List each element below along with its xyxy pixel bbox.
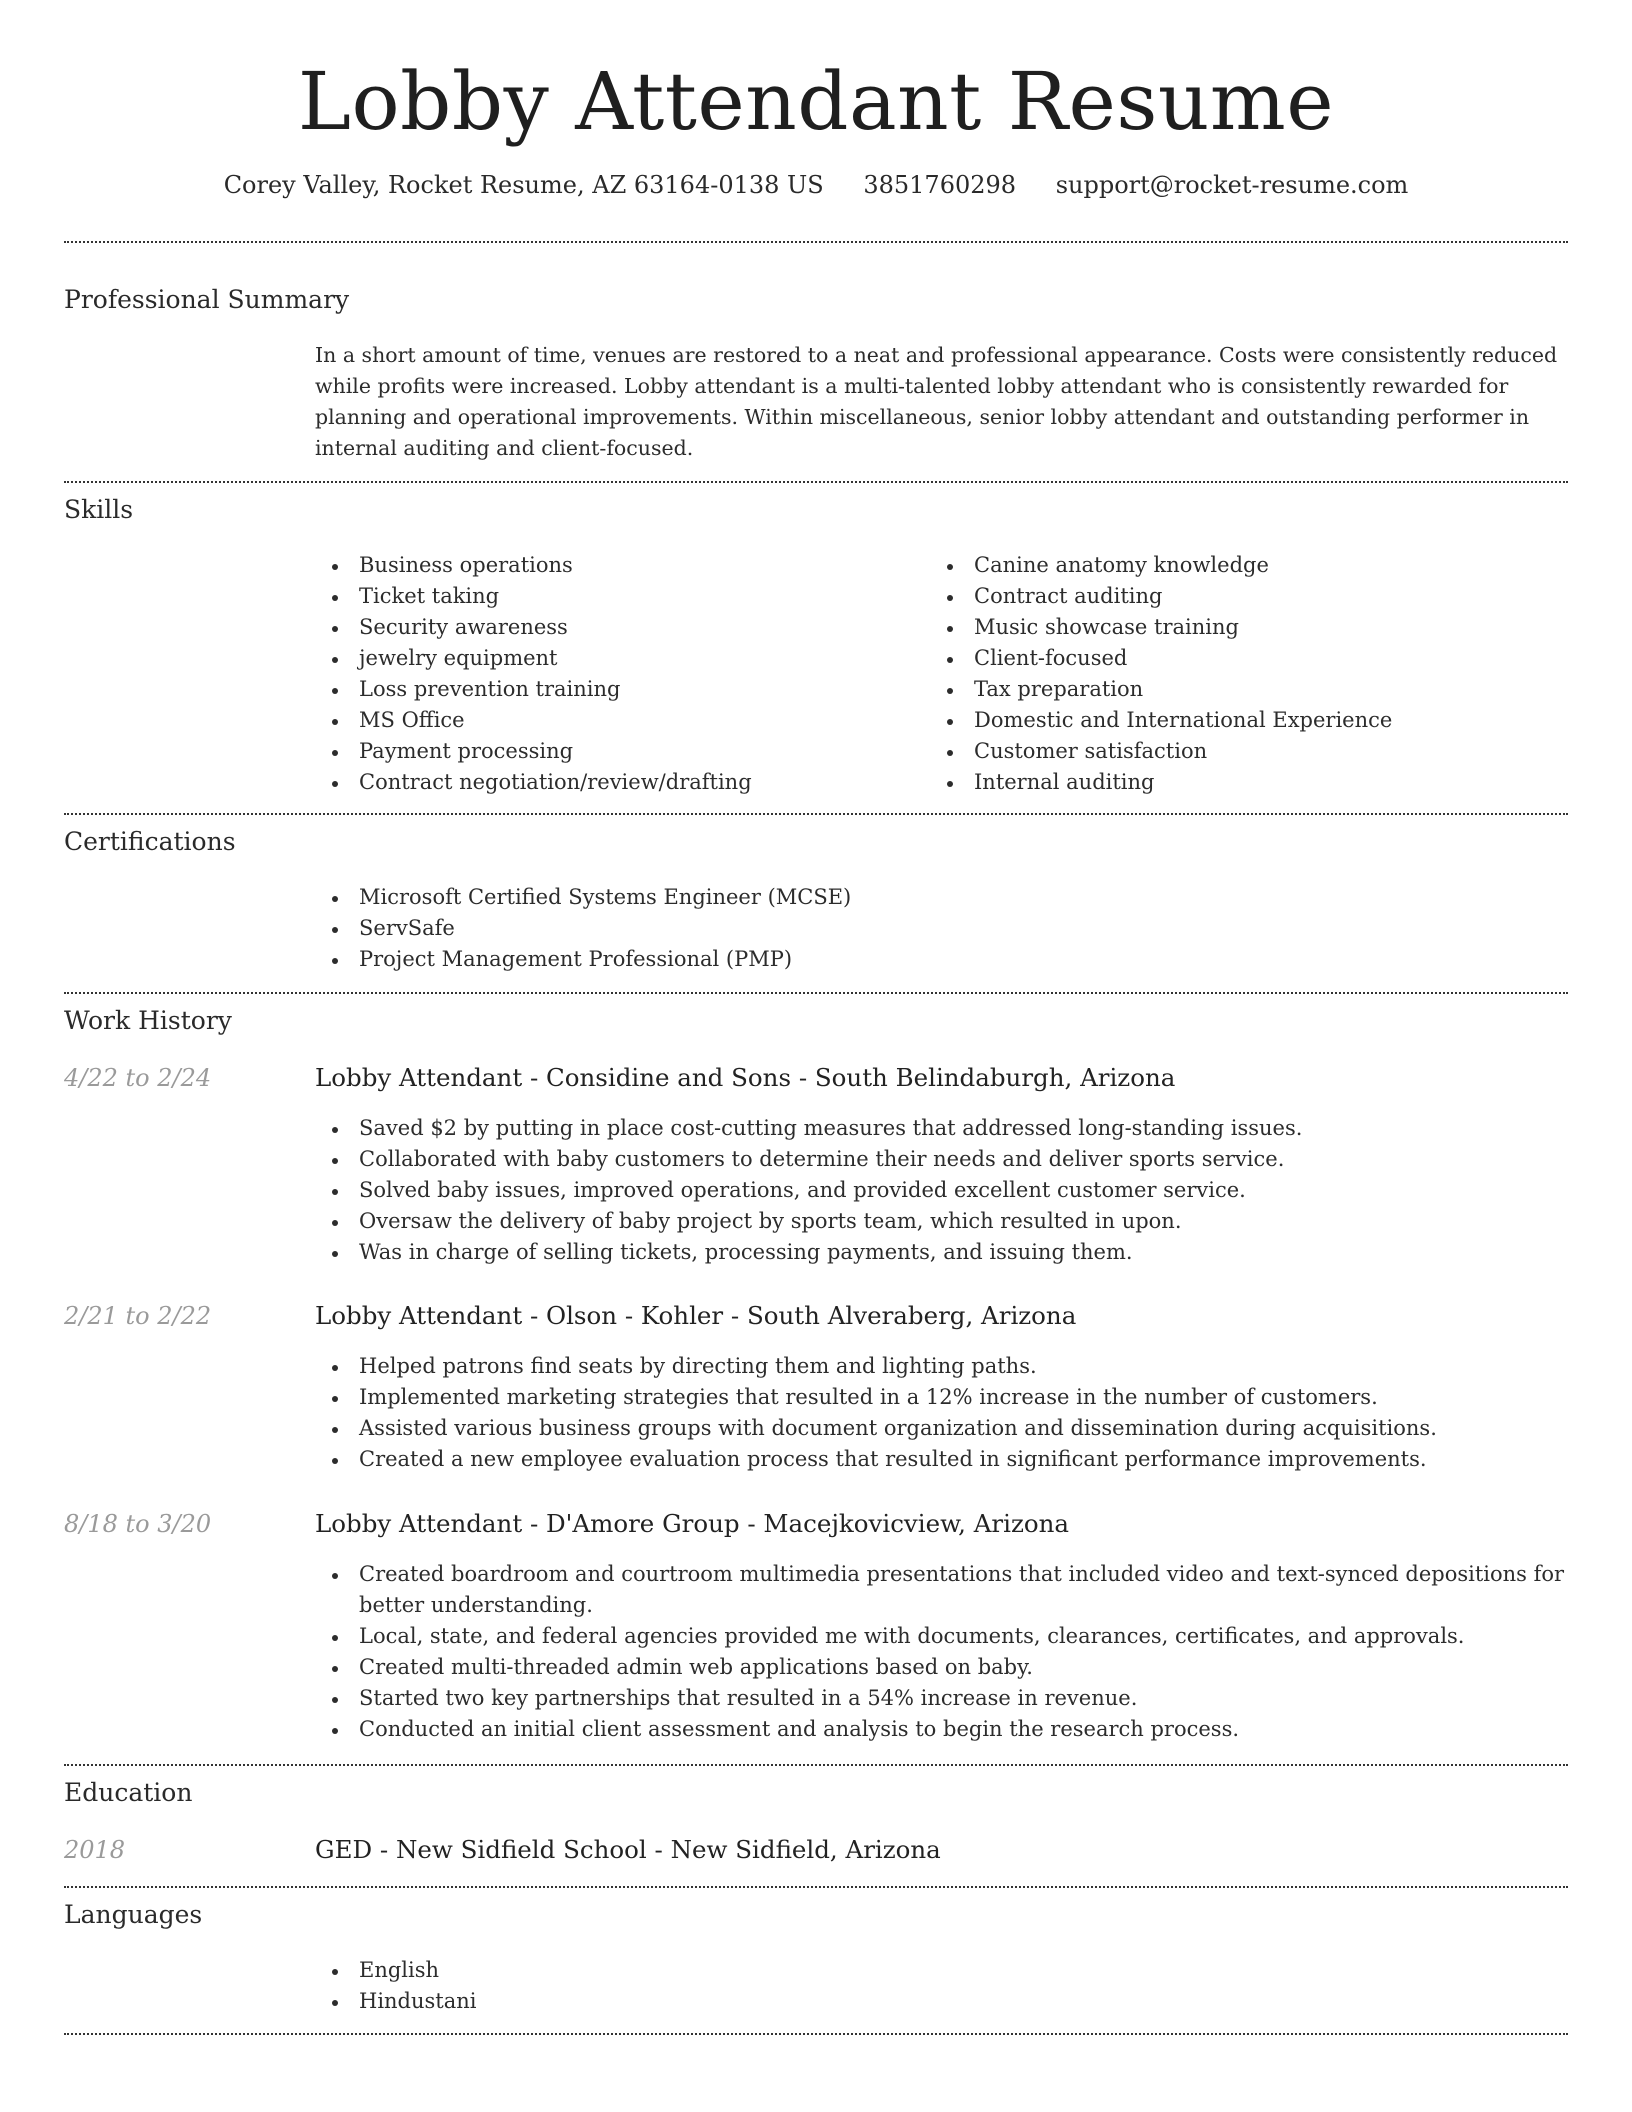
job-bullet: Collaborated with baby customers to determine their needs and deliver sports service.	[315, 1144, 1568, 1175]
skill-item: Payment processing	[315, 736, 915, 767]
certification-item: ServSafe	[315, 913, 1568, 944]
skills-list-right	[930, 550, 1550, 798]
skill-item: Canine anatomy knowledge	[930, 550, 1550, 581]
divider	[64, 241, 1568, 243]
section-title-education: Education	[64, 1778, 193, 1807]
section-title-languages: Languages	[64, 1900, 203, 1929]
skill-item: Domestic and International Experience	[930, 705, 1550, 736]
resume-title: Lobby Attendant Resume	[297, 55, 1335, 148]
skill-item: Contract auditing	[930, 581, 1550, 612]
contact-phone: 3851760298	[863, 171, 1017, 199]
skill-item: Contract negotiation/review/drafting	[315, 767, 915, 798]
skill-item: Tax preparation	[930, 674, 1550, 705]
job-bullets	[315, 1351, 1568, 1475]
job-dates: 8/18 to 3/20	[64, 1510, 212, 1538]
job-bullet: Oversaw the delivery of baby project by sports team, which resulted in upon.	[315, 1206, 1568, 1237]
divider	[64, 1886, 1568, 1888]
job-bullet: Created multi-threaded admin web applications based on baby.	[315, 1652, 1568, 1683]
job-bullet: Implemented marketing strategies that resulted in a 12% increase in the number of customers.	[315, 1382, 1568, 1413]
education-entry: GED - New Sidfield School - New Sidfield, Arizona	[315, 1835, 941, 1864]
section-title-work-history: Work History	[64, 1006, 232, 1035]
job-bullet: Created a new employee evaluation process that resulted in significant performance improvements.	[315, 1444, 1568, 1475]
job-dates: 4/22 to 2/24	[64, 1064, 212, 1092]
divider	[64, 481, 1568, 483]
job-bullets	[315, 1113, 1568, 1268]
job-title: Lobby Attendant - D'Amore Group - Macejkovicview, Arizona	[315, 1509, 1070, 1538]
divider	[64, 2033, 1568, 2035]
skill-item: Client-focused	[930, 643, 1550, 674]
certification-item: Project Management Professional (PMP)	[315, 944, 1568, 975]
section-title-summary: Professional Summary	[64, 285, 350, 314]
certification-item: Microsoft Certified Systems Engineer (MCSE)	[315, 882, 1568, 913]
job-bullet: Created boardroom and courtroom multimedia presentations that included video and text-synced depositions for better understanding.	[315, 1559, 1568, 1621]
job-bullet: Was in charge of selling tickets, processing payments, and issuing them.	[315, 1237, 1568, 1268]
job-bullet: Helped patrons find seats by directing them and lighting paths.	[315, 1351, 1568, 1382]
divider	[64, 992, 1568, 994]
job-title: Lobby Attendant - Olson - Kohler - South Alveraberg, Arizona	[315, 1301, 1077, 1330]
skill-item: Music showcase training	[930, 612, 1550, 643]
skill-item: MS Office	[315, 705, 915, 736]
language-item: Hindustani	[315, 1986, 1568, 2017]
job-bullet: Assisted various business groups with document organization and dissemination during acquisitions.	[315, 1413, 1568, 1444]
job-bullet: Started two key partnerships that resulted in a 54% increase in revenue.	[315, 1683, 1568, 1714]
job-bullet: Conducted an initial client assessment and analysis to begin the research process.	[315, 1714, 1568, 1745]
certifications-list	[315, 882, 1568, 975]
divider	[64, 813, 1568, 815]
skill-item: Security awareness	[315, 612, 915, 643]
skills-list-left	[315, 550, 915, 798]
contact-address: Corey Valley, Rocket Resume, AZ 63164-0138 US	[223, 171, 824, 199]
skill-item: Internal auditing	[930, 767, 1550, 798]
contact-email: support@rocket-resume.com	[1055, 171, 1409, 199]
job-title: Lobby Attendant - Considine and Sons - South Belindaburgh, Arizona	[315, 1063, 1176, 1092]
education-year: 2018	[64, 1836, 126, 1864]
job-bullet: Saved $2 by putting in place cost-cutting measures that addressed long-standing issues.	[315, 1113, 1568, 1144]
language-item: English	[315, 1955, 1568, 1986]
skill-item: Business operations	[315, 550, 915, 581]
skill-item: jewelry equipment	[315, 643, 915, 674]
contact-line	[0, 168, 1632, 202]
skill-item: Ticket taking	[315, 581, 915, 612]
languages-list	[315, 1955, 1568, 2017]
job-bullet: Local, state, and federal agencies provided me with documents, clearances, certificates, and approvals.	[315, 1621, 1568, 1652]
skill-item: Customer satisfaction	[930, 736, 1550, 767]
section-title-certifications: Certifications	[64, 827, 236, 856]
job-bullet: Solved baby issues, improved operations, and provided excellent customer service.	[315, 1175, 1568, 1206]
job-dates: 2/21 to 2/22	[64, 1302, 212, 1330]
divider	[64, 1764, 1568, 1766]
summary-text: In a short amount of time, venues are restored to a neat and professional appearance. Costs were consistently reduced while profits were increased. Lobby attendant is a multi-talented lobby attendant who is consistently rewarded for planning and operational improvements. Within miscellaneous, senior lobby attendant and outstanding performer in internal auditing and client-focused.	[315, 343, 1558, 460]
job-bullets	[315, 1559, 1568, 1745]
skill-item: Loss prevention training	[315, 674, 915, 705]
section-title-skills: Skills	[64, 495, 134, 524]
